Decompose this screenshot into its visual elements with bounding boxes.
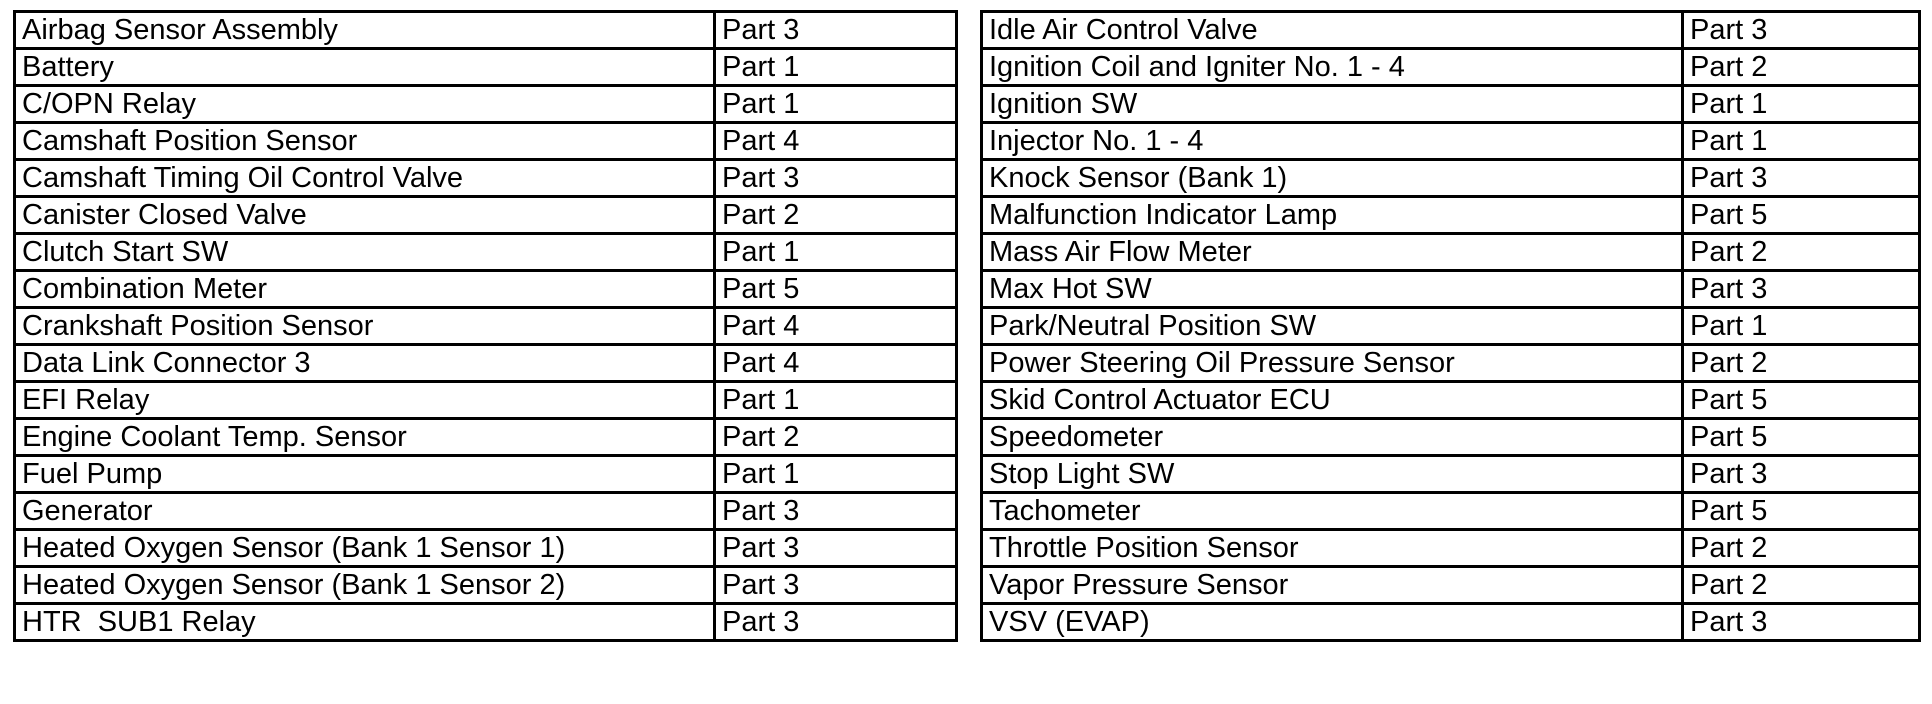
part-reference-cell: Part 2 <box>1683 234 1920 271</box>
component-name-cell: Data Link Connector 3 <box>15 345 715 382</box>
table-row <box>982 123 1920 160</box>
component-name-cell: EFI Relay <box>15 382 715 419</box>
table-row <box>982 493 1920 530</box>
part-reference-cell: Part 4 <box>715 345 957 382</box>
component-name-cell: Canister Closed Valve <box>15 197 715 234</box>
component-name-cell: Generator <box>15 493 715 530</box>
table-row <box>15 382 957 419</box>
part-reference-cell: Part 1 <box>715 456 957 493</box>
table-row <box>15 456 957 493</box>
component-name-cell: Throttle Position Sensor <box>982 530 1683 567</box>
table-row <box>15 234 957 271</box>
part-reference-cell: Part 1 <box>1683 123 1920 160</box>
part-reference-cell: Part 3 <box>1683 160 1920 197</box>
table-row <box>982 567 1920 604</box>
part-reference-cell: Part 3 <box>715 160 957 197</box>
component-name-cell: Clutch Start SW <box>15 234 715 271</box>
part-reference-cell: Part 2 <box>1683 567 1920 604</box>
table-row <box>982 345 1920 382</box>
table-row <box>982 86 1920 123</box>
table-row <box>982 382 1920 419</box>
part-reference-cell: Part 5 <box>1683 493 1920 530</box>
table-row <box>982 49 1920 86</box>
table-row <box>982 308 1920 345</box>
table-row <box>15 530 957 567</box>
component-name-cell: Fuel Pump <box>15 456 715 493</box>
component-name-cell: Vapor Pressure Sensor <box>982 567 1683 604</box>
component-name-cell: Park/Neutral Position SW <box>982 308 1683 345</box>
component-name-cell: Heated Oxygen Sensor (Bank 1 Sensor 2) <box>15 567 715 604</box>
part-reference-cell: Part 5 <box>715 271 957 308</box>
part-reference-cell: Part 1 <box>715 86 957 123</box>
table-row <box>982 234 1920 271</box>
table-row <box>982 419 1920 456</box>
part-reference-cell: Part 3 <box>1683 271 1920 308</box>
part-reference-cell: Part 4 <box>715 123 957 160</box>
table-row <box>982 271 1920 308</box>
part-reference-cell: Part 3 <box>715 493 957 530</box>
part-reference-cell: Part 3 <box>1683 456 1920 493</box>
part-reference-cell: Part 5 <box>1683 197 1920 234</box>
component-name-cell: Ignition SW <box>982 86 1683 123</box>
component-name-cell: Malfunction Indicator Lamp <box>982 197 1683 234</box>
table-row <box>982 197 1920 234</box>
component-name-cell: VSV (EVAP) <box>982 604 1683 641</box>
table-row <box>15 567 957 604</box>
component-name-cell: Combination Meter <box>15 271 715 308</box>
part-reference-cell: Part 1 <box>715 234 957 271</box>
table-row <box>15 493 957 530</box>
part-reference-cell: Part 1 <box>715 382 957 419</box>
component-name-cell: Stop Light SW <box>982 456 1683 493</box>
table-row <box>982 604 1920 641</box>
table-row <box>982 160 1920 197</box>
part-reference-cell: Part 2 <box>715 197 957 234</box>
part-reference-cell: Part 3 <box>1683 12 1920 49</box>
part-reference-cell: Part 1 <box>1683 308 1920 345</box>
part-reference-cell: Part 2 <box>1683 345 1920 382</box>
component-name-cell: HTR SUB1 Relay <box>15 604 715 641</box>
component-name-cell: Camshaft Timing Oil Control Valve <box>15 160 715 197</box>
part-reference-cell: Part 2 <box>715 419 957 456</box>
component-name-cell: Ignition Coil and Igniter No. 1 - 4 <box>982 49 1683 86</box>
component-name-cell: Speedometer <box>982 419 1683 456</box>
part-reference-cell: Part 1 <box>715 49 957 86</box>
table-row <box>15 160 957 197</box>
component-index-table-right <box>980 10 1921 642</box>
component-name-cell: Skid Control Actuator ECU <box>982 382 1683 419</box>
part-reference-cell: Part 2 <box>1683 530 1920 567</box>
part-reference-cell: Part 5 <box>1683 419 1920 456</box>
component-name-cell: Knock Sensor (Bank 1) <box>982 160 1683 197</box>
component-name-cell: Camshaft Position Sensor <box>15 123 715 160</box>
table-row <box>15 419 957 456</box>
component-name-cell: Engine Coolant Temp. Sensor <box>15 419 715 456</box>
component-name-cell: Tachometer <box>982 493 1683 530</box>
table-row <box>15 12 957 49</box>
component-name-cell: Battery <box>15 49 715 86</box>
component-name-cell: C/OPN Relay <box>15 86 715 123</box>
component-index-table-left <box>13 10 958 642</box>
part-reference-cell: Part 3 <box>715 12 957 49</box>
table-row <box>15 308 957 345</box>
table-row <box>15 271 957 308</box>
table-row <box>982 12 1920 49</box>
table-row <box>15 197 957 234</box>
part-reference-cell: Part 2 <box>1683 49 1920 86</box>
part-reference-cell: Part 1 <box>1683 86 1920 123</box>
component-name-cell: Airbag Sensor Assembly <box>15 12 715 49</box>
table-row <box>15 345 957 382</box>
part-reference-cell: Part 3 <box>715 567 957 604</box>
table-row <box>15 604 957 641</box>
table-body-right <box>982 12 1920 641</box>
component-name-cell: Max Hot SW <box>982 271 1683 308</box>
table-row <box>15 49 957 86</box>
table-row <box>15 123 957 160</box>
table-row <box>982 456 1920 493</box>
part-reference-cell: Part 3 <box>715 530 957 567</box>
part-reference-cell: Part 3 <box>1683 604 1920 641</box>
part-reference-cell: Part 4 <box>715 308 957 345</box>
part-reference-cell: Part 5 <box>1683 382 1920 419</box>
table-body-left <box>15 12 957 641</box>
component-name-cell: Heated Oxygen Sensor (Bank 1 Sensor 1) <box>15 530 715 567</box>
component-name-cell: Crankshaft Position Sensor <box>15 308 715 345</box>
component-name-cell: Idle Air Control Valve <box>982 12 1683 49</box>
component-name-cell: Power Steering Oil Pressure Sensor <box>982 345 1683 382</box>
table-row <box>15 86 957 123</box>
component-name-cell: Injector No. 1 - 4 <box>982 123 1683 160</box>
table-row <box>982 530 1920 567</box>
part-reference-cell: Part 3 <box>715 604 957 641</box>
component-name-cell: Mass Air Flow Meter <box>982 234 1683 271</box>
